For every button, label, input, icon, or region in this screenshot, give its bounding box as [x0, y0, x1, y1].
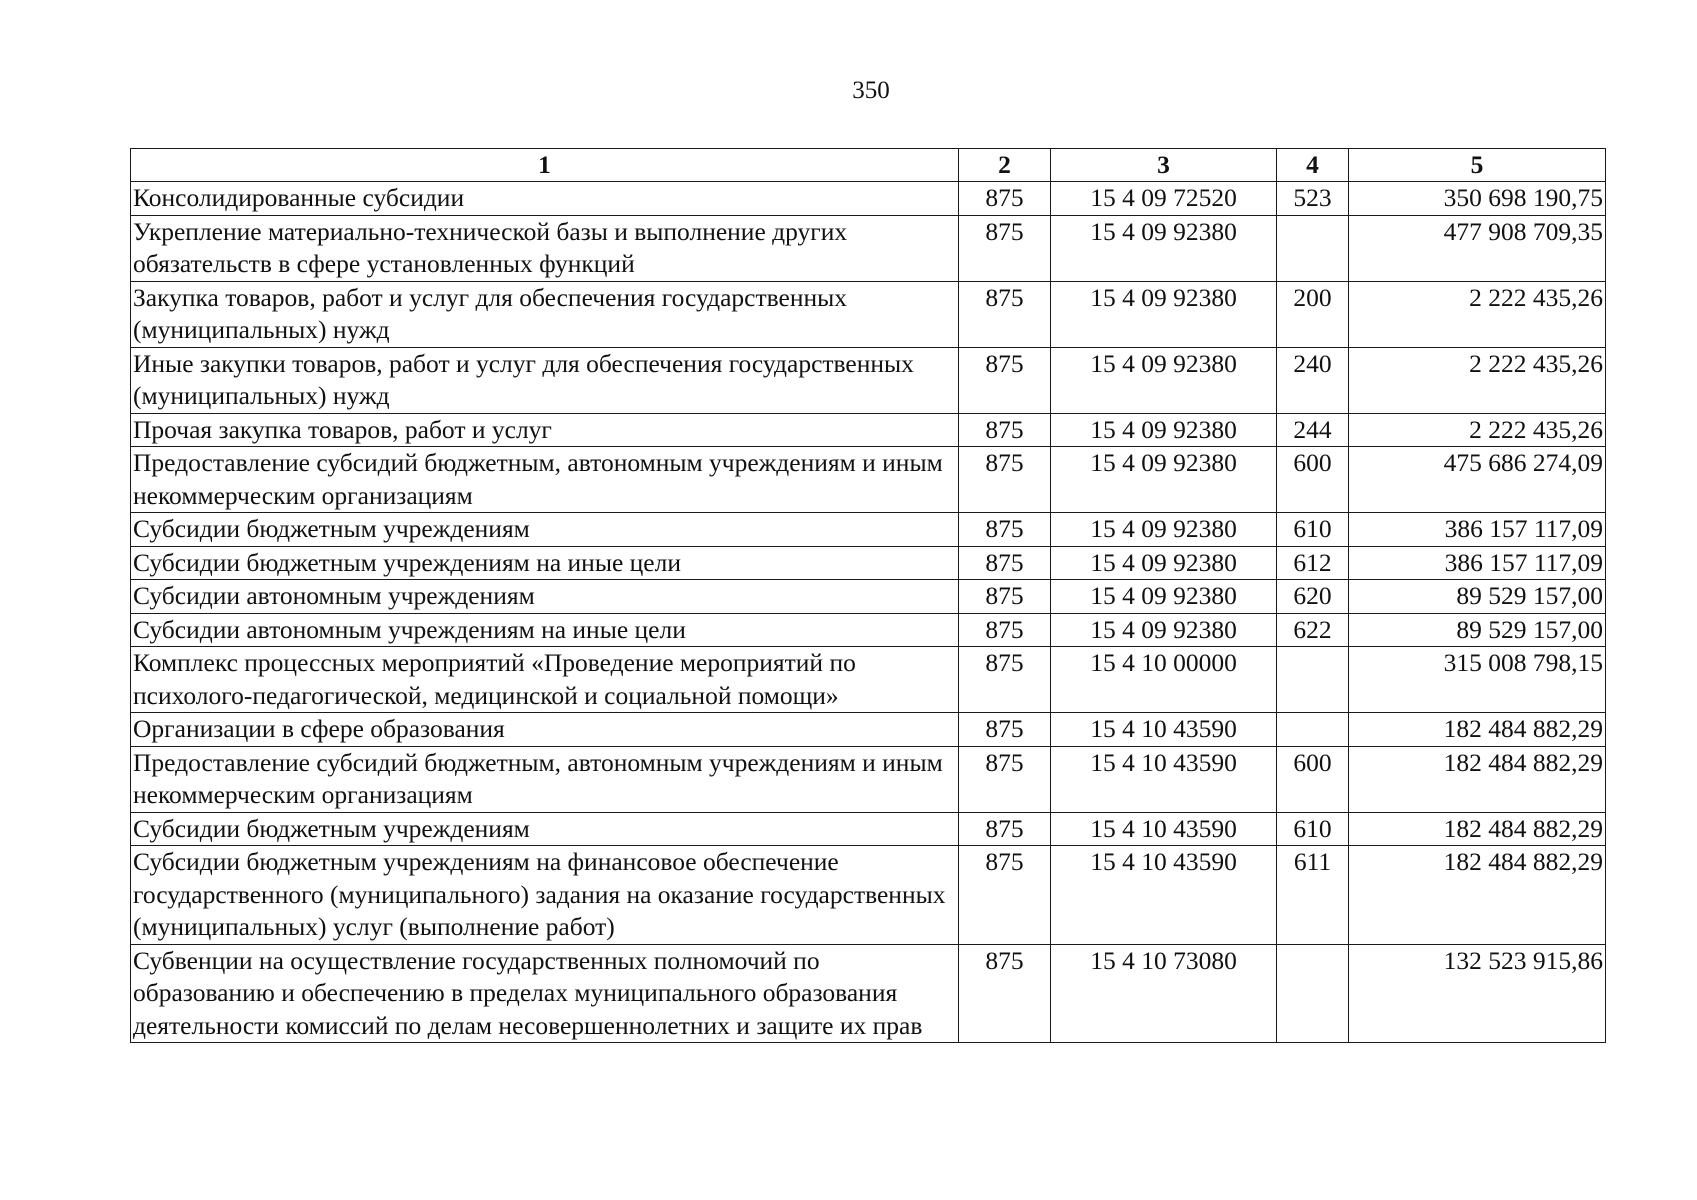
cell-name: Укрепление материально-технической базы и выполнение других обязательств в сфере установленных функций	[131, 215, 959, 281]
cell-target-article: 15 4 10 73080	[1051, 944, 1277, 1043]
budget-table	[130, 148, 1606, 1043]
cell-amount: 182 484 882,29	[1349, 812, 1606, 846]
cell-expense-type: 200	[1277, 281, 1349, 347]
cell-name: Субсидии бюджетным учреждениям	[131, 812, 959, 846]
cell-amount: 182 484 882,29	[1349, 713, 1606, 747]
header-col-1: 1	[131, 149, 959, 182]
cell-admin-code: 875	[959, 613, 1051, 647]
cell-target-article: 15 4 09 92380	[1051, 580, 1277, 614]
cell-admin-code: 875	[959, 513, 1051, 547]
cell-amount: 350 698 190,75	[1349, 182, 1606, 216]
cell-target-article: 15 4 09 92380	[1051, 546, 1277, 580]
table-row	[131, 846, 1606, 945]
cell-amount: 2 222 435,26	[1349, 281, 1606, 347]
cell-admin-code: 875	[959, 182, 1051, 216]
cell-name: Организации в сфере образования	[131, 713, 959, 747]
cell-expense-type: 240	[1277, 347, 1349, 413]
cell-target-article: 15 4 10 43590	[1051, 713, 1277, 747]
cell-expense-type: 620	[1277, 580, 1349, 614]
cell-name: Консолидированные субсидии	[131, 182, 959, 216]
table-row	[131, 944, 1606, 1043]
cell-name: Закупка товаров, работ и услуг для обеспечения государственных (муниципальных) нужд	[131, 281, 959, 347]
cell-amount: 386 157 117,09	[1349, 513, 1606, 547]
table-row	[131, 812, 1606, 846]
cell-expense-type: 612	[1277, 546, 1349, 580]
cell-amount: 386 157 117,09	[1349, 546, 1606, 580]
cell-target-article: 15 4 09 72520	[1051, 182, 1277, 216]
cell-admin-code: 875	[959, 580, 1051, 614]
cell-admin-code: 875	[959, 846, 1051, 945]
table-row	[131, 546, 1606, 580]
cell-name: Субсидии автономным учреждениям	[131, 580, 959, 614]
cell-name: Предоставление субсидий бюджетным, автономным учреждениям и иным некоммерческим организациям	[131, 746, 959, 812]
cell-amount: 89 529 157,00	[1349, 613, 1606, 647]
header-col-2: 2	[959, 149, 1051, 182]
table-row	[131, 215, 1606, 281]
table-row	[131, 447, 1606, 513]
cell-expense-type	[1277, 713, 1349, 747]
cell-target-article: 15 4 09 92380	[1051, 447, 1277, 513]
cell-target-article: 15 4 10 43590	[1051, 846, 1277, 945]
cell-expense-type: 610	[1277, 812, 1349, 846]
cell-target-article: 15 4 09 92380	[1051, 281, 1277, 347]
header-row	[131, 149, 1606, 182]
cell-target-article: 15 4 10 43590	[1051, 746, 1277, 812]
cell-expense-type: 600	[1277, 447, 1349, 513]
page-number: 350	[852, 77, 890, 104]
table-row	[131, 647, 1606, 713]
cell-amount: 182 484 882,29	[1349, 846, 1606, 945]
table-row	[131, 281, 1606, 347]
table-row	[131, 613, 1606, 647]
cell-admin-code: 875	[959, 215, 1051, 281]
table-row	[131, 347, 1606, 413]
cell-target-article: 15 4 09 92380	[1051, 347, 1277, 413]
cell-expense-type	[1277, 647, 1349, 713]
table-row	[131, 413, 1606, 447]
cell-admin-code: 875	[959, 347, 1051, 413]
cell-amount: 182 484 882,29	[1349, 746, 1606, 812]
cell-name: Субсидии бюджетным учреждениям	[131, 513, 959, 547]
cell-name: Субсидии бюджетным учреждениям на иные цели	[131, 546, 959, 580]
cell-name: Предоставление субсидий бюджетным, автономным учреждениям и иным некоммерческим организациям	[131, 447, 959, 513]
cell-admin-code: 875	[959, 746, 1051, 812]
table-row	[131, 580, 1606, 614]
cell-target-article: 15 4 10 00000	[1051, 647, 1277, 713]
table-row	[131, 746, 1606, 812]
table-body	[131, 182, 1606, 1043]
cell-expense-type: 523	[1277, 182, 1349, 216]
cell-amount: 89 529 157,00	[1349, 580, 1606, 614]
table-row	[131, 713, 1606, 747]
cell-expense-type: 244	[1277, 413, 1349, 447]
cell-name: Иные закупки товаров, работ и услуг для обеспечения государственных (муниципальных) нужд	[131, 347, 959, 413]
cell-target-article: 15 4 09 92380	[1051, 513, 1277, 547]
cell-target-article: 15 4 09 92380	[1051, 613, 1277, 647]
cell-name: Комплекс процессных мероприятий «Проведение мероприятий по психолого-педагогической, медицинской и социальной помощи»	[131, 647, 959, 713]
cell-amount: 477 908 709,35	[1349, 215, 1606, 281]
cell-name: Субсидии автономным учреждениям на иные цели	[131, 613, 959, 647]
cell-admin-code: 875	[959, 447, 1051, 513]
cell-amount: 132 523 915,86	[1349, 944, 1606, 1043]
cell-admin-code: 875	[959, 546, 1051, 580]
cell-target-article: 15 4 10 43590	[1051, 812, 1277, 846]
cell-admin-code: 875	[959, 281, 1051, 347]
cell-admin-code: 875	[959, 812, 1051, 846]
table-row	[131, 513, 1606, 547]
cell-admin-code: 875	[959, 413, 1051, 447]
cell-expense-type	[1277, 944, 1349, 1043]
cell-target-article: 15 4 09 92380	[1051, 215, 1277, 281]
table-row	[131, 182, 1606, 216]
cell-target-article: 15 4 09 92380	[1051, 413, 1277, 447]
cell-expense-type: 600	[1277, 746, 1349, 812]
cell-amount: 475 686 274,09	[1349, 447, 1606, 513]
header-col-3: 3	[1051, 149, 1277, 182]
cell-admin-code: 875	[959, 944, 1051, 1043]
header-col-5: 5	[1349, 149, 1606, 182]
cell-expense-type	[1277, 215, 1349, 281]
cell-name: Прочая закупка товаров, работ и услуг	[131, 413, 959, 447]
cell-expense-type: 610	[1277, 513, 1349, 547]
cell-name: Субсидии бюджетным учреждениям на финансовое обеспечение государственного (муниципального) задания на оказание государственных (муниципальных) услуг (выполнение работ)	[131, 846, 959, 945]
cell-amount: 2 222 435,26	[1349, 347, 1606, 413]
cell-amount: 315 008 798,15	[1349, 647, 1606, 713]
cell-name: Субвенции на осуществление государственных полномочий по образованию и обеспечению в пределах муниципального образования деятельности комиссий по делам несовершеннолетних и защите их прав	[131, 944, 959, 1043]
cell-expense-type: 622	[1277, 613, 1349, 647]
cell-admin-code: 875	[959, 713, 1051, 747]
header-col-4: 4	[1277, 149, 1349, 182]
cell-admin-code: 875	[959, 647, 1051, 713]
cell-amount: 2 222 435,26	[1349, 413, 1606, 447]
cell-expense-type: 611	[1277, 846, 1349, 945]
